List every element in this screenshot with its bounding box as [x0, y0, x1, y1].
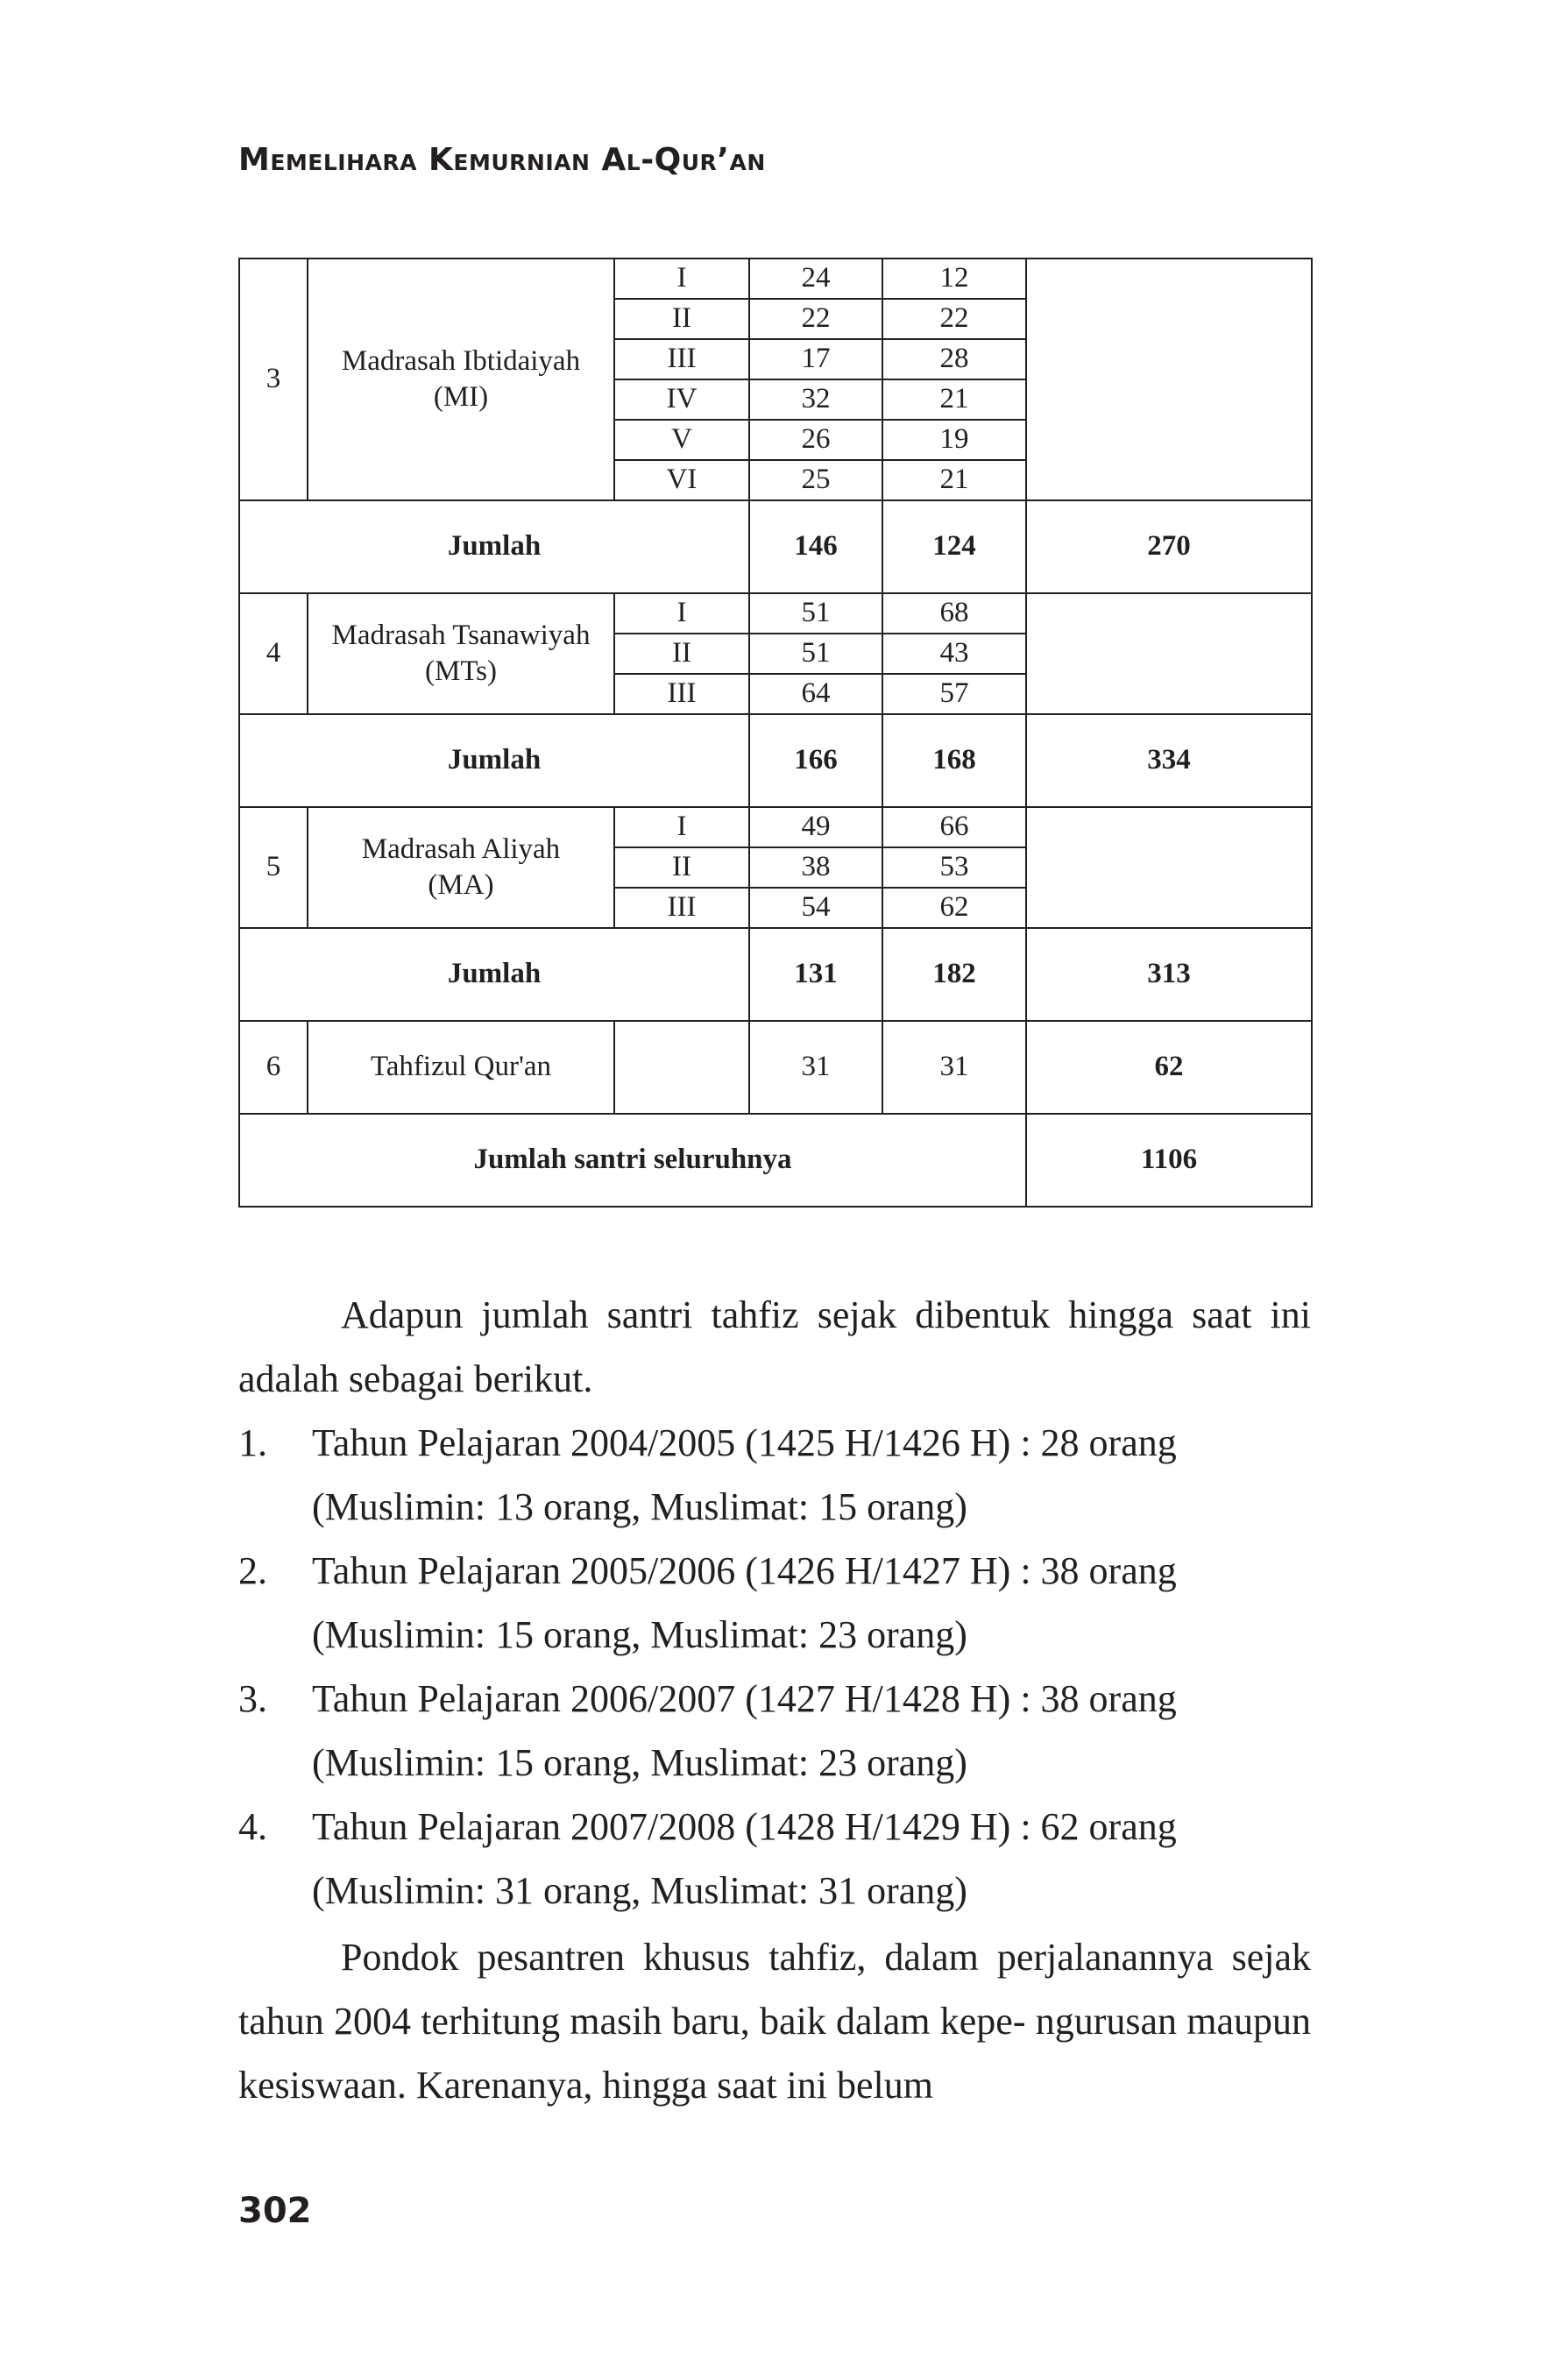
list-item [238, 1539, 1311, 1667]
list-item [238, 1411, 1311, 1539]
count-cell: 17 [749, 339, 882, 379]
school-name: Madrasah Tsanawiyah (MTs) [308, 593, 614, 714]
empty-total-cell [1026, 593, 1312, 714]
sum-label: Jumlah [239, 928, 749, 1021]
class-cell: VI [614, 460, 749, 500]
list-line: Tahun Pelajaran 2004/2005 (1425 H/1426 H) : 28 orang [312, 1421, 1177, 1464]
count-cell: 12 [882, 259, 1026, 299]
class-cell: I [614, 807, 749, 847]
list-line: Tahun Pelajaran 2007/2008 (1428 H/1429 H) : 62 orang [312, 1805, 1177, 1848]
table-row [239, 807, 1312, 847]
grand-total-label: Jumlah santri seluruhnya [239, 1114, 1026, 1207]
row-number: 3 [239, 259, 308, 500]
empty-total-cell [1026, 259, 1312, 500]
count-cell: 26 [749, 420, 882, 460]
list-number: 2. [238, 1549, 267, 1592]
class-cell: I [614, 259, 749, 299]
running-head: Memelihara Kemurnian Al-Qur’an [238, 142, 766, 178]
class-cell: II [614, 847, 749, 888]
list-item [238, 1667, 1311, 1795]
sum-a: 146 [749, 500, 882, 593]
sum-total: 313 [1026, 928, 1312, 1021]
count-cell: 24 [749, 259, 882, 299]
sum-row [239, 500, 1312, 593]
page-number: 302 [238, 2191, 312, 2231]
school-name: Tahfizul Qur'an [308, 1021, 614, 1114]
count-cell: 28 [882, 339, 1026, 379]
year-list [238, 1411, 1311, 1923]
empty-total-cell [1026, 807, 1312, 928]
table-row [239, 259, 1312, 299]
grand-total-row [239, 1114, 1312, 1207]
school-name: Madrasah Aliyah (MA) [308, 807, 614, 928]
closing-text: Pondok pesantren khusus tahfiz, dalam perjalanannya sejak tahun 2004 terhitung masih baru, baik dalam kepe- ngurusan maupun kesiswaan. Karenanya, hingga saat ini belum [238, 1936, 1311, 2107]
list-number: 1. [238, 1421, 267, 1464]
intro-text: Adapun jumlah santri tahfiz sejak dibentuk hingga saat ini adalah sebagai berikut. [238, 1293, 1311, 1400]
count-cell: 22 [882, 299, 1026, 339]
list-number: 3. [238, 1677, 267, 1720]
count-cell: 54 [749, 888, 882, 928]
sum-total: 62 [1026, 1021, 1312, 1114]
santri-table [238, 258, 1313, 1208]
count-cell: 49 [749, 807, 882, 847]
sum-a: 131 [749, 928, 882, 1021]
list-line: Tahun Pelajaran 2005/2006 (1426 H/1427 H) : 38 orang [312, 1549, 1177, 1592]
count-cell: 31 [749, 1021, 882, 1114]
list-line: (Muslimin: 13 orang, Muslimat: 15 orang) [312, 1485, 967, 1528]
count-cell: 38 [749, 847, 882, 888]
count-cell: 21 [882, 379, 1026, 420]
class-cell: III [614, 888, 749, 928]
count-cell: 19 [882, 420, 1026, 460]
count-cell: 21 [882, 460, 1026, 500]
sum-b: 168 [882, 714, 1026, 807]
sum-b: 182 [882, 928, 1026, 1021]
closing-paragraph [238, 1925, 1311, 2117]
class-cell: IV [614, 379, 749, 420]
count-cell: 22 [749, 299, 882, 339]
sum-label: Jumlah [239, 714, 749, 807]
count-cell: 62 [882, 888, 1026, 928]
sum-row [239, 928, 1312, 1021]
list-line: (Muslimin: 15 orang, Muslimat: 23 orang) [312, 1741, 967, 1784]
sum-row [239, 714, 1312, 807]
table-row [239, 593, 1312, 634]
count-cell: 32 [749, 379, 882, 420]
sum-b: 124 [882, 500, 1026, 593]
count-cell: 64 [749, 674, 882, 714]
list-line: (Muslimin: 15 orang, Muslimat: 23 orang) [312, 1613, 967, 1656]
list-line: Tahun Pelajaran 2006/2007 (1427 H/1428 H) : 38 orang [312, 1677, 1177, 1720]
count-cell: 31 [882, 1021, 1026, 1114]
row-number: 6 [239, 1021, 308, 1114]
list-number: 4. [238, 1805, 267, 1848]
class-cell: III [614, 674, 749, 714]
list-item [238, 1795, 1311, 1923]
intro-paragraph [238, 1283, 1311, 1411]
count-cell: 25 [749, 460, 882, 500]
class-cell: V [614, 420, 749, 460]
school-name: Madrasah Ibtidaiyah (MI) [308, 259, 614, 500]
class-cell: I [614, 593, 749, 634]
count-cell: 53 [882, 847, 1026, 888]
class-cell: II [614, 634, 749, 674]
count-cell: 68 [882, 593, 1026, 634]
list-line: (Muslimin: 31 orang, Muslimat: 31 orang) [312, 1869, 967, 1912]
sum-total: 334 [1026, 714, 1312, 807]
sum-label: Jumlah [239, 500, 749, 593]
sum-total: 270 [1026, 500, 1312, 593]
grand-total-value: 1106 [1026, 1114, 1312, 1207]
class-cell: III [614, 339, 749, 379]
count-cell: 43 [882, 634, 1026, 674]
count-cell: 51 [749, 593, 882, 634]
class-cell: II [614, 299, 749, 339]
count-cell: 51 [749, 634, 882, 674]
sum-a: 166 [749, 714, 882, 807]
count-cell: 57 [882, 674, 1026, 714]
tahfiz-row [239, 1021, 1312, 1114]
row-number: 5 [239, 807, 308, 928]
class-cell [614, 1021, 749, 1114]
row-number: 4 [239, 593, 308, 714]
count-cell: 66 [882, 807, 1026, 847]
